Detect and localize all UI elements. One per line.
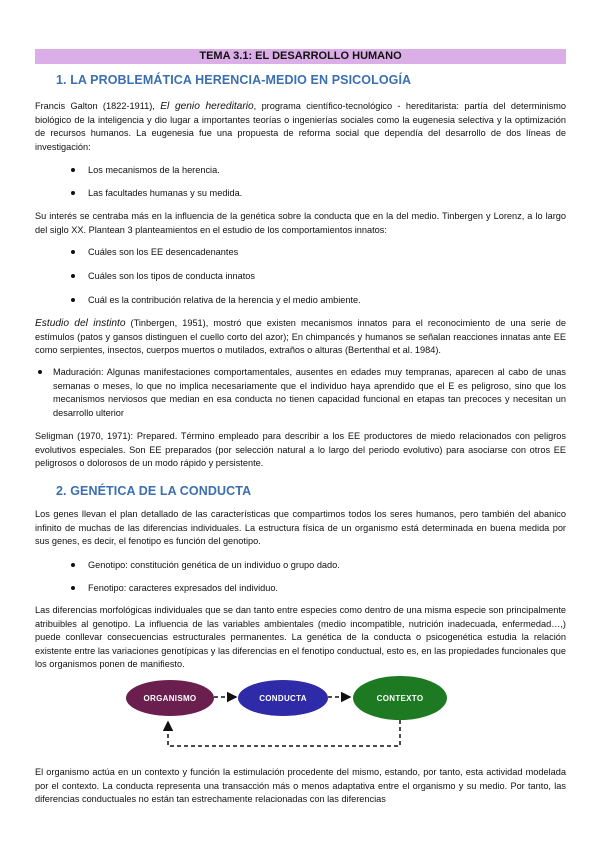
document-title: TEMA 3.1: EL DESARROLLO HUMANO [35,49,566,64]
node-conducta: CONDUCTA [238,680,328,716]
list-item: Las facultades humanas y su medida. [88,188,243,198]
node-organismo: ORGANISMO [126,680,214,716]
node-contexto: CONTEXTO [353,676,447,720]
arrow-context-to-organism [168,720,400,746]
paragraph-genes: Los genes llevan el plan detallado de las características que compartimos todos los seres humanos, pero también del abanico infinito de muchas de las diferencias individuales. La estructura física de un organismo está determinada en buena medida por sus genes, es decir, el fenotipo es función del genotipo. [35,509,566,546]
list-item-maduracion: Maduración: Algunas manifestaciones comportamentales, ausentes en edades muy tempranas, aparecen al cabo de unas semanas o meses, lo que no implica necesariamente que el individuo haya aprendido que el E es peligroso, sino que los mecanismos nerviosos que median en esa conducta no tienen capacidad funcional en etapas tan precoces y necesitan un desarrollo ulterior [53,366,566,420]
paragraph-seligman: Seligman (1970, 1971): Prepared. Término empleado para describir a los EE productores de miedo relacionados con peligros evolutivos especiales. Son EE preparados (por selección natural a lo largo del periodo evolutivo) para asociarse con otros EE peligrosos o dolorosos de un modo rápido y persistente. [35,431,566,468]
paragraph-organismo-contexto: El organismo actúa en un contexto y función la estimulación procedente del mismo, estando, por tanto, esta actividad modelada por el contexto. La conducta representa una transacción más o menos adaptativa entre el organismo y su medio. Por tanto, las diferencias conductuales no están tan estrechamente relacionadas con las diferencias [35,767,566,804]
section-1-heading: 1. LA PROBLEMÁTICA HERENCIA-MEDIO EN PSICOLOGÍA [56,73,412,87]
instinto-title: Estudio del instinto [35,318,126,329]
galton-text-b: , programa científico-tecnológico - hereditarista: partía del determinismo biológico de la inteligencia y dio lugar a importantes teorías o ingenierías sociales como la eugenesia selectiva y la optimización de recursos humanos. La eugenesia fue una propuesta de reforma social que dependía del desarrollo de dos líneas de investigación: [35,101,566,152]
list-item: Los mecanismos de la herencia. [88,165,220,175]
list-item: Cuáles son los tipos de conducta innatos [88,271,256,281]
list-item: Cuál es la contribución relativa de la herencia y el medio ambiente. [88,295,361,305]
instinto-text: (Tinbergen, 1951), mostró que existen mecanismos innatos para el reconocimiento de una serie de estímulos (patos y gansos distinguen el cuello corto del azor); En chimpancés y humanos se señalan reacciones innatas ante EE como serpientes, insectos, cuerpos muertos o mutilados, extraños o alturas (Bertenthal et al. 1984). [35,318,566,355]
paragraph-interes: Su interés se centraba más en la influencia de la genética sobre la conducta que en la del medio. Tinbergen y Lorenz, a lo largo del siglo XX. Plantean 3 planteamientos en el estudio de los comportamientos innatos: [35,211,566,235]
galton-text-a: Francis Galton (1822-1911), [35,101,155,111]
paragraph-instinto [35,317,566,358]
paragraph-diferencias: Las diferencias morfológicas individuales que se dan tanto entre especies como dentro de una misma especie son principalmente atribuibles al genotipo. La influencia de las variables ambientales (medio incompatible, nutrición inadecuada, enfermedad…,) puede conllevar consecuencias estructurales permanentes. La genética de la conducta o psicogenética estudia la relación existente entre las variaciones genotípicas y las diferencias en el fenotipo conductual, esto es, en las propiedades funcionales que los organismos ponen de manifiesto. [35,605,566,669]
list-item: Cuáles son los EE desencadenantes [88,247,239,257]
section-2-heading: 2. GENÉTICA DE LA CONDUCTA [56,484,252,498]
galton-book-title: El genio hereditario [160,101,254,112]
list-item: Genotipo: constitución genética de un individuo o grupo dado. [88,560,340,570]
list-item: Fenotipo: caracteres expresados del individuo. [88,583,278,593]
organism-behavior-context-diagram [110,676,510,756]
paragraph-galton [35,100,566,154]
